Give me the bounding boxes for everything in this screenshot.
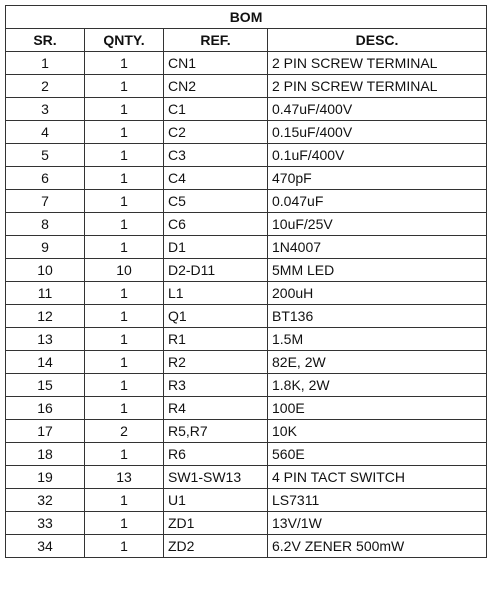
cell-qnty: 1 bbox=[85, 98, 164, 121]
cell-sr: 8 bbox=[6, 213, 85, 236]
cell-qnty: 1 bbox=[85, 52, 164, 75]
cell-desc: 1.8K, 2W bbox=[268, 374, 487, 397]
table-row bbox=[6, 75, 487, 98]
table-row bbox=[6, 52, 487, 75]
cell-desc: 560E bbox=[268, 443, 487, 466]
cell-ref: CN1 bbox=[164, 52, 268, 75]
cell-qnty: 1 bbox=[85, 190, 164, 213]
cell-sr: 6 bbox=[6, 167, 85, 190]
cell-qnty: 1 bbox=[85, 282, 164, 305]
cell-qnty: 1 bbox=[85, 236, 164, 259]
cell-sr: 4 bbox=[6, 121, 85, 144]
cell-sr: 3 bbox=[6, 98, 85, 121]
cell-desc: 1N4007 bbox=[268, 236, 487, 259]
table-row bbox=[6, 144, 487, 167]
cell-sr: 10 bbox=[6, 259, 85, 282]
table-row bbox=[6, 466, 487, 489]
cell-ref: C3 bbox=[164, 144, 268, 167]
cell-qnty: 1 bbox=[85, 305, 164, 328]
table-row bbox=[6, 213, 487, 236]
header-ref: REF. bbox=[164, 29, 268, 52]
table-row bbox=[6, 420, 487, 443]
cell-ref: C6 bbox=[164, 213, 268, 236]
cell-qnty: 1 bbox=[85, 121, 164, 144]
bom-table-container bbox=[5, 5, 486, 558]
cell-desc: 100E bbox=[268, 397, 487, 420]
cell-qnty: 1 bbox=[85, 351, 164, 374]
cell-sr: 34 bbox=[6, 535, 85, 558]
table-body bbox=[6, 52, 487, 558]
cell-sr: 1 bbox=[6, 52, 85, 75]
cell-qnty: 2 bbox=[85, 420, 164, 443]
cell-qnty: 1 bbox=[85, 489, 164, 512]
cell-desc: LS7311 bbox=[268, 489, 487, 512]
table-row bbox=[6, 328, 487, 351]
cell-sr: 15 bbox=[6, 374, 85, 397]
cell-ref: R2 bbox=[164, 351, 268, 374]
cell-qnty: 1 bbox=[85, 374, 164, 397]
cell-sr: 33 bbox=[6, 512, 85, 535]
cell-qnty: 1 bbox=[85, 443, 164, 466]
table-title: BOM bbox=[6, 6, 487, 29]
cell-desc: 10uF/25V bbox=[268, 213, 487, 236]
cell-ref: ZD2 bbox=[164, 535, 268, 558]
bom-table bbox=[5, 5, 487, 558]
cell-sr: 5 bbox=[6, 144, 85, 167]
cell-sr: 12 bbox=[6, 305, 85, 328]
cell-sr: 18 bbox=[6, 443, 85, 466]
cell-qnty: 1 bbox=[85, 535, 164, 558]
cell-ref: D1 bbox=[164, 236, 268, 259]
cell-sr: 13 bbox=[6, 328, 85, 351]
cell-qnty: 1 bbox=[85, 213, 164, 236]
cell-sr: 14 bbox=[6, 351, 85, 374]
cell-desc: 82E, 2W bbox=[268, 351, 487, 374]
cell-sr: 7 bbox=[6, 190, 85, 213]
cell-ref: L1 bbox=[164, 282, 268, 305]
table-row bbox=[6, 535, 487, 558]
cell-sr: 9 bbox=[6, 236, 85, 259]
cell-ref: SW1-SW13 bbox=[164, 466, 268, 489]
header-desc: DESC. bbox=[268, 29, 487, 52]
cell-qnty: 1 bbox=[85, 512, 164, 535]
cell-desc: 0.047uF bbox=[268, 190, 487, 213]
table-row bbox=[6, 374, 487, 397]
cell-ref: R4 bbox=[164, 397, 268, 420]
cell-qnty: 10 bbox=[85, 259, 164, 282]
cell-qnty: 1 bbox=[85, 328, 164, 351]
cell-desc: 13V/1W bbox=[268, 512, 487, 535]
cell-desc: 0.15uF/400V bbox=[268, 121, 487, 144]
cell-desc: 10K bbox=[268, 420, 487, 443]
table-row bbox=[6, 305, 487, 328]
table-row bbox=[6, 443, 487, 466]
cell-desc: 200uH bbox=[268, 282, 487, 305]
table-row bbox=[6, 512, 487, 535]
cell-ref: R1 bbox=[164, 328, 268, 351]
table-row bbox=[6, 236, 487, 259]
cell-sr: 2 bbox=[6, 75, 85, 98]
cell-desc: 2 PIN SCREW TERMINAL bbox=[268, 52, 487, 75]
cell-ref: C4 bbox=[164, 167, 268, 190]
cell-sr: 19 bbox=[6, 466, 85, 489]
cell-desc: 470pF bbox=[268, 167, 487, 190]
cell-sr: 11 bbox=[6, 282, 85, 305]
cell-qnty: 1 bbox=[85, 397, 164, 420]
table-row bbox=[6, 190, 487, 213]
header-sr: SR. bbox=[6, 29, 85, 52]
table-row bbox=[6, 259, 487, 282]
cell-ref: CN2 bbox=[164, 75, 268, 98]
cell-sr: 32 bbox=[6, 489, 85, 512]
cell-ref: D2-D11 bbox=[164, 259, 268, 282]
cell-desc: 4 PIN TACT SWITCH bbox=[268, 466, 487, 489]
cell-desc: 5MM LED bbox=[268, 259, 487, 282]
cell-desc: 1.5M bbox=[268, 328, 487, 351]
cell-ref: U1 bbox=[164, 489, 268, 512]
header-qnty: QNTY. bbox=[85, 29, 164, 52]
cell-ref: C5 bbox=[164, 190, 268, 213]
table-row bbox=[6, 121, 487, 144]
cell-desc: 0.1uF/400V bbox=[268, 144, 487, 167]
cell-qnty: 1 bbox=[85, 75, 164, 98]
cell-desc: 2 PIN SCREW TERMINAL bbox=[268, 75, 487, 98]
title-row bbox=[6, 6, 487, 29]
cell-sr: 16 bbox=[6, 397, 85, 420]
cell-ref: Q1 bbox=[164, 305, 268, 328]
cell-desc: BT136 bbox=[268, 305, 487, 328]
table-row bbox=[6, 98, 487, 121]
header-row bbox=[6, 29, 487, 52]
cell-ref: C1 bbox=[164, 98, 268, 121]
table-row bbox=[6, 489, 487, 512]
cell-qnty: 1 bbox=[85, 167, 164, 190]
table-row bbox=[6, 167, 487, 190]
cell-desc: 6.2V ZENER 500mW bbox=[268, 535, 487, 558]
cell-qnty: 13 bbox=[85, 466, 164, 489]
cell-sr: 17 bbox=[6, 420, 85, 443]
table-row bbox=[6, 282, 487, 305]
table-row bbox=[6, 351, 487, 374]
cell-ref: R6 bbox=[164, 443, 268, 466]
cell-ref: C2 bbox=[164, 121, 268, 144]
cell-qnty: 1 bbox=[85, 144, 164, 167]
cell-ref: ZD1 bbox=[164, 512, 268, 535]
cell-ref: R3 bbox=[164, 374, 268, 397]
cell-desc: 0.47uF/400V bbox=[268, 98, 487, 121]
table-row bbox=[6, 397, 487, 420]
cell-ref: R5,R7 bbox=[164, 420, 268, 443]
